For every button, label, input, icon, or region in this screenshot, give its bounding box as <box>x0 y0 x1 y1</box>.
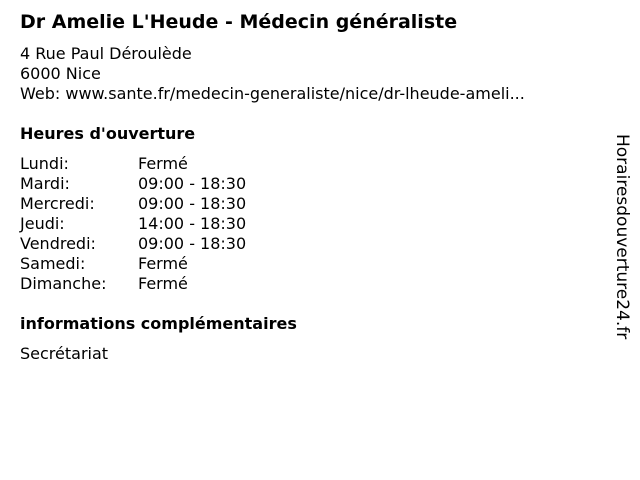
day-label: Lundi: <box>20 154 69 173</box>
day-label: Samedi: <box>20 254 86 273</box>
hours-value: Fermé <box>138 154 188 173</box>
page-title: Dr Amelie L'Heude - Médecin généraliste <box>20 11 458 33</box>
brand-watermark: Horairesdouverture24.fr <box>612 134 632 340</box>
day-label: Jeudi: <box>20 214 65 233</box>
address-city: 6000 Nice <box>20 64 101 83</box>
address-street: 4 Rue Paul Déroulède <box>20 44 192 63</box>
hours-value: 09:00 - 18:30 <box>138 194 247 213</box>
address-block <box>20 44 525 104</box>
hours-value: 14:00 - 18:30 <box>138 214 247 233</box>
hours-value: 09:00 - 18:30 <box>138 234 247 253</box>
hours-row-dimanche <box>20 274 246 294</box>
hours-value: Fermé <box>138 254 188 273</box>
website-link[interactable]: Web: www.sante.fr/medecin-generaliste/nice/dr-lheude-ameli... <box>20 84 525 103</box>
day-label: Dimanche: <box>20 274 107 293</box>
hours-row-mardi <box>20 174 246 194</box>
opening-hours-heading: Heures d'ouverture <box>20 124 196 143</box>
hours-row-vendredi <box>20 234 246 254</box>
day-label: Mercredi: <box>20 194 95 213</box>
hours-value: Fermé <box>138 274 188 293</box>
hours-value: 09:00 - 18:30 <box>138 174 247 193</box>
opening-hours-table <box>20 154 246 294</box>
hours-row-jeudi <box>20 214 246 234</box>
hours-row-lundi <box>20 154 246 174</box>
hours-row-samedi <box>20 254 246 274</box>
day-label: Vendredi: <box>20 234 96 253</box>
day-label: Mardi: <box>20 174 70 193</box>
hours-row-mercredi <box>20 194 246 214</box>
additional-info-text: Secrétariat <box>20 344 109 363</box>
additional-info-heading: informations complémentaires <box>20 314 297 333</box>
